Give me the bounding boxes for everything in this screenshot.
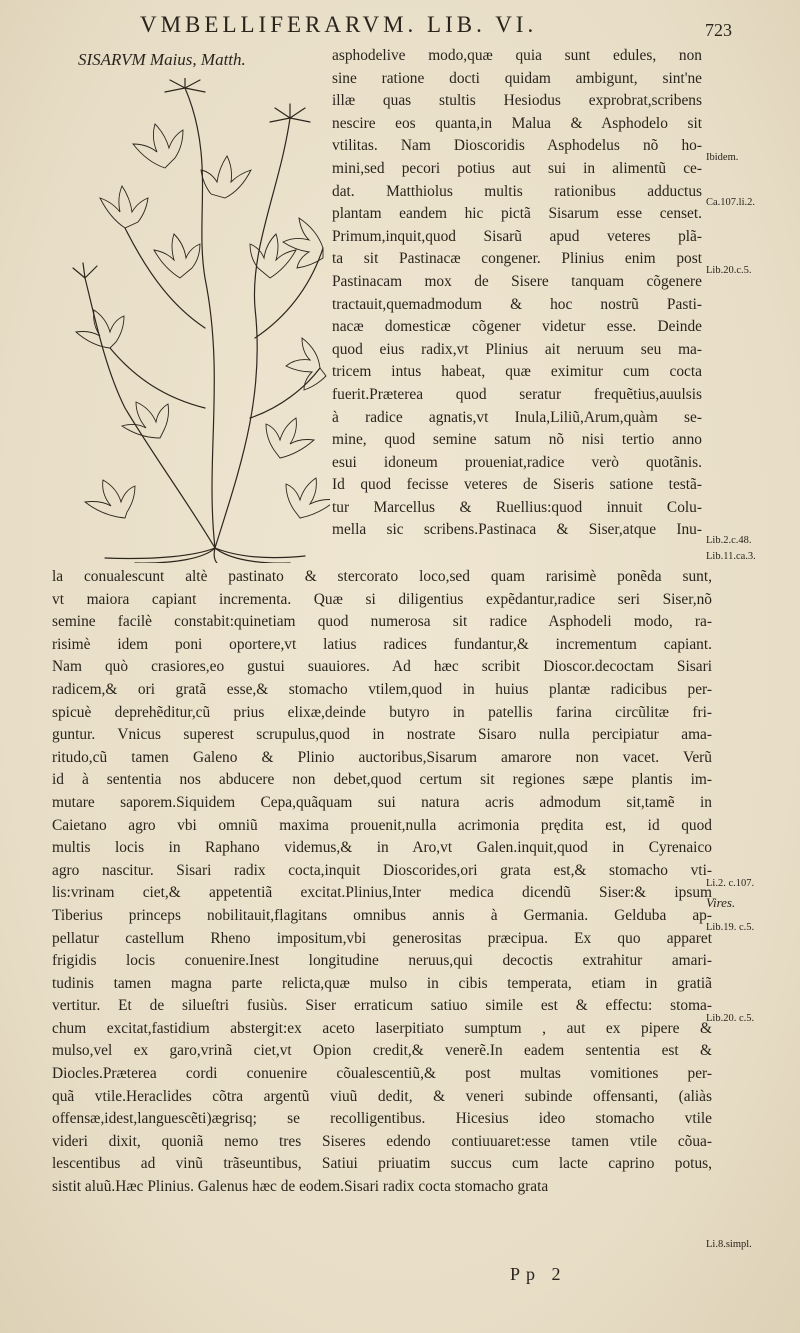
text-line: tricem intus habeat, quæ eximitur cum cocta — [332, 363, 702, 381]
text-line: risimè idem poni oportere,vt latius radices fundantur,& incrementum capiant. — [52, 635, 712, 653]
page-number: 723 — [705, 20, 732, 40]
text-line: offensæ,idest,languescẽti)ægrisq; se recolligentibus. Hicesius ideo stomacho vtile — [52, 1110, 712, 1128]
text-line: pellatur castellum Rheno impositum,vbi generositas præcipua. Ex quo apparet — [52, 929, 712, 947]
text-line: vtilitas. Nam Dioscoridis Asphodelus nõ ho- — [332, 137, 702, 155]
margin-note: Lib.20. c.5. — [706, 1013, 755, 1024]
signature-mark: Pp 2 — [510, 1264, 567, 1284]
margin-note: Li.2. c.107. — [706, 878, 755, 889]
text-line: Primum,inquit,quod Sisarũ apud veteres plã- — [332, 227, 702, 245]
text-line: esui idoneum proueniat,radice verò quotãnis. — [332, 453, 702, 471]
text-line: guntur. Vnicus superest scrupulus,quod in nostrate Sisaro nulla percipiatur ama- — [52, 726, 712, 744]
text-line: quod eius radix,vt Plinius ait neruum seu ma- — [332, 340, 702, 358]
text-line: semine facilè constabit:quinetiam quod numerosa sit radice Asphodeli modo, ra- — [52, 613, 712, 631]
text-line: à radice agnatis,vt Inula,Liliũ,Arum,quàm se- — [332, 408, 702, 426]
text-line: Caietano agro vbi omniũ maxima prouenit,nulla acrimonia prędita est, id quod — [52, 816, 712, 834]
text-line: tractauit,quemadmodum & hoc nostrũ Pasti- — [332, 295, 702, 313]
margin-note: Lib.11.ca.3. — [706, 551, 756, 562]
running-head-title: VMBELLIFERARVM. LIB. VI. — [140, 12, 538, 37]
text-line: sistit aluũ.Hæc Plinius. Galenus hæc de eodem.Sisari radix cocta stomacho grata — [52, 1178, 549, 1196]
margin-note: Li.8.simpl. — [706, 1239, 752, 1250]
column-text — [332, 45, 702, 542]
text-line: tur Marcellus & Ruellius:quod innuit Colu- — [332, 498, 702, 516]
text-line: nescire eos quanta,in Malua & Asphodelo sit — [332, 114, 702, 132]
text-line: asphodelive modo,quæ quia sunt edules, non — [332, 47, 702, 64]
margin-note: Lib.20.c.5. — [706, 265, 752, 276]
figure-caption: SISARVM Maius, Matth. — [78, 50, 246, 69]
text-line: mella sic scribens.Pastinaca & Siser,atque Inu- — [332, 521, 702, 539]
text-line: plantam eandem hic pictã Sisarum esse censet. — [332, 205, 702, 223]
text-line: vt maiora capiant incrementa. Quæ si diligentius expẽdantur,radice seri Siser,nõ — [52, 590, 712, 608]
margin-note: Ibidem. — [706, 152, 739, 163]
text-line: frigidis locis conuenire.Inest longitudine neruus,qui decoctis extrahitur amari- — [52, 952, 712, 970]
margin-note-vires: Vires. — [706, 895, 736, 910]
text-line: lis:vrinam ciet,& appetentiã excitat.Plinius,Inter medica dicendũ Siser:& ipsum — [52, 884, 712, 902]
text-line: mine, quod semine satum nõ nisi tertio anno — [332, 431, 702, 449]
text-line: la conualescunt altè pastinato & stercorato loco,sed quam rarisimè ponẽda sunt, — [52, 568, 712, 585]
text-line: dat. Matthiolus multis rationibus adductus — [332, 182, 702, 200]
text-line: agro nascitur. Sisari radix cocta,inquit Dioscorides,ori grata est,& stomacho vti- — [52, 861, 712, 879]
text-line: Nam quò crasiores,eo gustui suauiores. Ad hæc scribit Dioscor.decoctam Sisari — [52, 658, 712, 676]
text-line: ta sit Pastinacæ congener. Plinius enim post — [332, 250, 702, 268]
text-line: videri dixit, quoniã nemo tres Siseres edendo contiuuaret:esse tamen vtile cõua- — [52, 1132, 712, 1150]
text-line: mulso,vel ex garo,vrinã ciet,vt Opion credit,& venerẽ.In eadem sententia est & — [52, 1042, 712, 1060]
text-line: tudinis tamen magna parte relicta,quæ mulso in cibis temperata, etiam in gratiã — [52, 974, 712, 992]
text-line: Diocles.Præterea cordi conuenire cõualescentiũ,& post multas vomitiones per- — [52, 1065, 712, 1083]
text-line: spicuè deprehẽditur,cũ prius elixæ,deinde butyro in patellis farina circũlitæ fri- — [52, 703, 712, 721]
text-line: illæ quas stultis Hesiodus exprobrat,scribens — [332, 92, 702, 110]
text-line: Pastinacam mox de Sisere tanquam cõgenere — [332, 272, 702, 290]
text-line: radicem,& ori gratã esse,& stomacho vtilem,quod in huius plantæ radicibus per- — [52, 680, 712, 698]
sisarum-plant-woodcut-icon — [65, 78, 330, 563]
full-width-text — [52, 566, 712, 1199]
text-line: nacæ domesticæ cõgener videtur esse. Deinde — [332, 318, 702, 336]
running-header — [0, 12, 800, 46]
text-line: id à sententia nos abducere non debet,quod certum sit regiones sæpe plantis im- — [52, 771, 712, 789]
text-line: sine ratione docti quidam ambigunt, sint'ne — [332, 69, 702, 87]
margin-note: Lib.2.c.48. — [706, 535, 752, 546]
text-line: vertitur. Et de silueſtri fusiùs. Siser erraticum satiuo simile est & effectu: stoma- — [52, 997, 712, 1015]
text-line: chum excitat,fastidium abstergit:ex aceto laserpitiato sumptum , aut ex pipere & — [52, 1019, 712, 1037]
margin-note: Ca.107.li.2. — [706, 197, 755, 208]
text-line: fuerit.Præterea quod seratur frequẽtius,auulsis — [332, 385, 702, 403]
text-line: mutare saporem.Siquidem Cepa,quãquam sui natura acris admodum sit,tamẽ in — [52, 793, 712, 811]
margin-note: Lib.19. c.5. — [706, 922, 755, 933]
text-line: Tiberius princeps nobilitauit,flagitans omnibus annis à Germania. Gelduba ap- — [52, 906, 712, 924]
text-line: mini,sed pecori potius aut sui in alimentũ ce- — [332, 159, 702, 177]
text-line: Id quod fecisse veteres de Siseris satione testã- — [332, 476, 702, 494]
text-line: lescentibus ad vinũ trãseuntibus, Satiui priuatim succus cum lacte caprino potus, — [52, 1155, 712, 1173]
text-line: ritudo,cũ tamen Galeno & Plinio auctoribus,Sisarum amarore non vacet. Verũ — [52, 748, 712, 766]
text-line: quã vtile.Heraclides cõtra argentũ viuũ dedit, & veneri subinde offensanti, (aliàs — [52, 1087, 712, 1105]
text-line: multis locis in Raphano videmus,& in Aro,vt Galen.inquit,quod in Cyrenaico — [52, 839, 712, 857]
